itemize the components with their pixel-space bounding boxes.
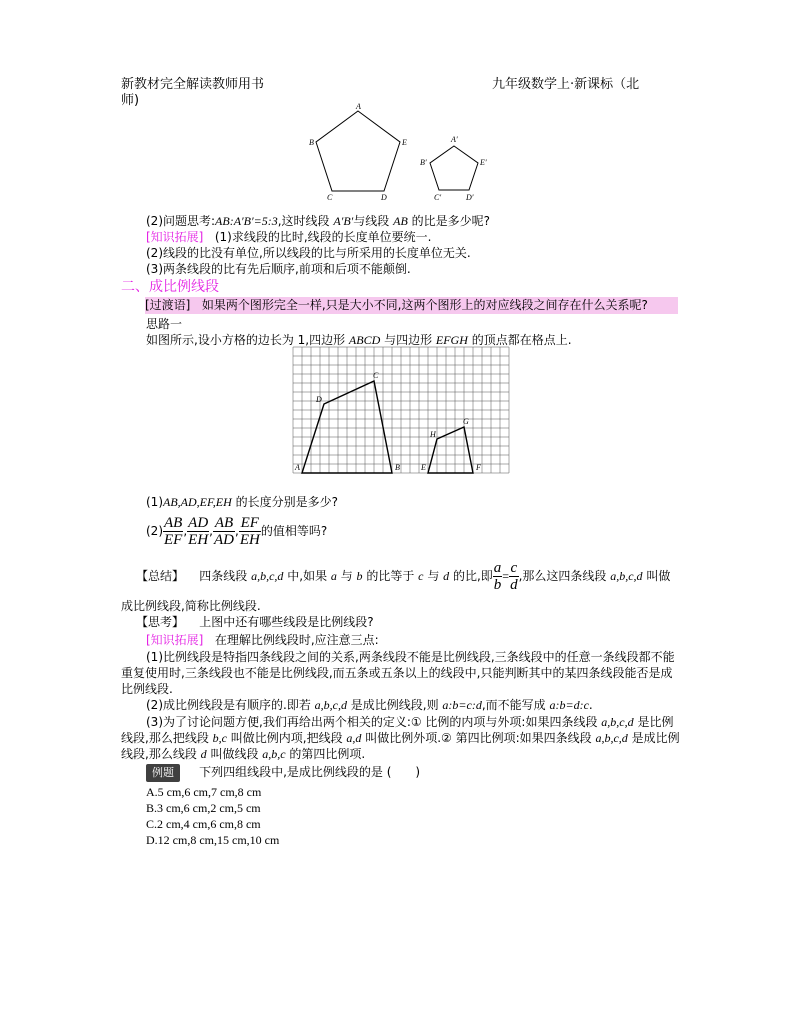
pentagon-label-a: A bbox=[356, 102, 361, 111]
grid-label-c: C bbox=[373, 371, 379, 380]
question-lengths: (1)AB,AD,EF,EH 的长度分别是多少? bbox=[146, 495, 338, 509]
point-3-line-1: (3)为了讨论问题方便,我们再给出两个相关的定义:① 比例的内项与外项:如果四条线段 a,b,c,d 是比例 bbox=[146, 715, 674, 729]
question-ratio: (2)问题思考:AB:A′B′=5:3,这时线段 A′B′与线段 AB 的比是多少呢? bbox=[146, 214, 490, 228]
point-3-line-2: 线段,那么把线段 b,c 叫做比例内项,把线段 a,d 叫做比例外项.② 第四比例项:如果四条线段 a,b,c,d 是成比例 bbox=[121, 731, 680, 745]
idea-intro: 如图所示,设小方格的边长为 1,四边形 ABCD 与四边形 EFGH 的顶点都在格点上. bbox=[146, 333, 572, 347]
idea-title: 思路一 bbox=[146, 317, 183, 331]
example bbox=[146, 764, 420, 782]
fraction-ad-eh: $\frac{AD}{EH}$ bbox=[188, 515, 209, 548]
grid-label-e: E bbox=[421, 463, 426, 472]
knowledge-extension-tag-2: [知识拓展] bbox=[146, 633, 204, 647]
header-left: 新教材完全解读教师用书 bbox=[121, 77, 265, 92]
think: 【思考】 上图中还有哪些线段是比例线段? bbox=[136, 615, 374, 629]
extension-point-3: (3)两条线段的比有先后顺序,前项和后项不能颠倒. bbox=[146, 262, 411, 276]
fraction-ab-ad: $\frac{AB}{AD}$ bbox=[213, 515, 234, 548]
summary-tag: 【总结】 bbox=[136, 569, 185, 583]
fraction-ef-eh: $\frac{EF}{EH}$ bbox=[239, 515, 260, 548]
point-1-line-2: 重复使用时,三条线段也不能是比例线段,而五条或五条以上的线段中,只能判断其中的某四条线段能否是成 bbox=[121, 666, 673, 680]
grid-label-a: A bbox=[295, 463, 300, 472]
pentagon-label-d-prime: D′ bbox=[466, 193, 474, 202]
pentagon-label-a-prime: A′ bbox=[451, 135, 458, 144]
pentagon-label-b: B bbox=[309, 138, 314, 147]
knowledge-extension-1: [知识拓展] (1)求线段的比时,线段的长度单位要统一. bbox=[146, 230, 432, 244]
example-tag: 例题 bbox=[146, 764, 180, 782]
pentagon-label-e-prime: E′ bbox=[480, 158, 487, 167]
transition-box: [过渡语] 如果两个图形完全一样,只是大小不同,这两个图形上的对应线段之间存在什么关系呢? bbox=[145, 297, 678, 314]
option-d: D.12 cm,8 cm,15 cm,10 cm bbox=[146, 833, 280, 847]
pentagon-label-d: D bbox=[381, 193, 387, 202]
grid-label-b: B bbox=[395, 463, 400, 472]
pentagon-label-b-prime: B′ bbox=[420, 158, 427, 167]
option-c: C.2 cm,4 cm,6 cm,8 cm bbox=[146, 817, 261, 831]
summary: 【总结】 四条线段 a,b,c,d 中,如果 a 与 b 的比等于 c 与 d 的比,即 $\frac{a}{b}$ = $\frac{c}{d}$ ,那么这四条线段 a,b,c,d 叫做 bbox=[136, 560, 671, 593]
point-3-line-3: 线段,那么线段 d 叫做线段 a,b,c 的第四比例项. bbox=[121, 747, 366, 761]
option-a: A.5 cm,6 cm,7 cm,8 cm bbox=[146, 785, 262, 799]
grid-label-h: H bbox=[430, 430, 436, 439]
large-pentagon bbox=[316, 111, 400, 191]
point-1-line-3: 比例线段. bbox=[121, 682, 173, 696]
question-ratios: (2) $\frac{AB}{EF}$ , $\frac{AD}{EH}$ , $\frac{AB}{AD}$ , $\frac{EF}{EH}$ 的值相等吗? bbox=[146, 515, 328, 548]
header-left-continued: 师) bbox=[121, 93, 140, 108]
knowledge-extension-tag: [知识拓展] bbox=[146, 230, 204, 244]
point-2: (2)成比例线段是有顺序的.即若 a,b,c,d 是成比例线段,则 a:b=c:d,而不能写成 a:b=d:c. bbox=[146, 698, 593, 712]
grid-label-g: G bbox=[463, 417, 469, 426]
header-right: 九年级数学上·新课标（北 bbox=[492, 77, 640, 92]
pentagon-label-e: E bbox=[402, 138, 407, 147]
small-pentagon bbox=[430, 146, 478, 190]
pentagon-figure bbox=[300, 102, 510, 204]
summary-continued: 成比例线段,简称比例线段. bbox=[121, 599, 261, 613]
point-1-line-1: (1)比例线段是特指四条线段之间的关系,两条线段不能是比例线段,三条线段中的任意一条线段都不能 bbox=[146, 650, 675, 664]
pentagon-label-c: C bbox=[327, 193, 333, 202]
grid-lines bbox=[293, 347, 509, 473]
extension-point-2: (2)线段的比没有单位,所以线段的比与所采用的长度单位无关. bbox=[146, 246, 471, 260]
grid-figure bbox=[285, 346, 510, 480]
think-tag: 【思考】 bbox=[136, 615, 185, 629]
knowledge-extension-2: [知识拓展] 在理解比例线段时,应注意三点: bbox=[146, 633, 379, 647]
option-b: B.3 cm,6 cm,2 cm,5 cm bbox=[146, 801, 261, 815]
fraction-c-d: $\frac{c}{d}$ bbox=[510, 560, 518, 593]
fraction-ab-ef: $\frac{AB}{EF}$ bbox=[164, 515, 183, 548]
grid-label-d: D bbox=[316, 395, 322, 404]
transition-tag: [过渡语] bbox=[145, 298, 191, 312]
example-question: 下列四组线段中,是成比例线段的是 ( ) bbox=[199, 765, 421, 779]
section-heading: 二、成比例线段 bbox=[121, 279, 219, 295]
grid-label-f: F bbox=[476, 463, 481, 472]
fraction-a-b: $\frac{a}{b}$ bbox=[493, 560, 502, 593]
pentagon-label-c-prime: C′ bbox=[434, 193, 442, 202]
